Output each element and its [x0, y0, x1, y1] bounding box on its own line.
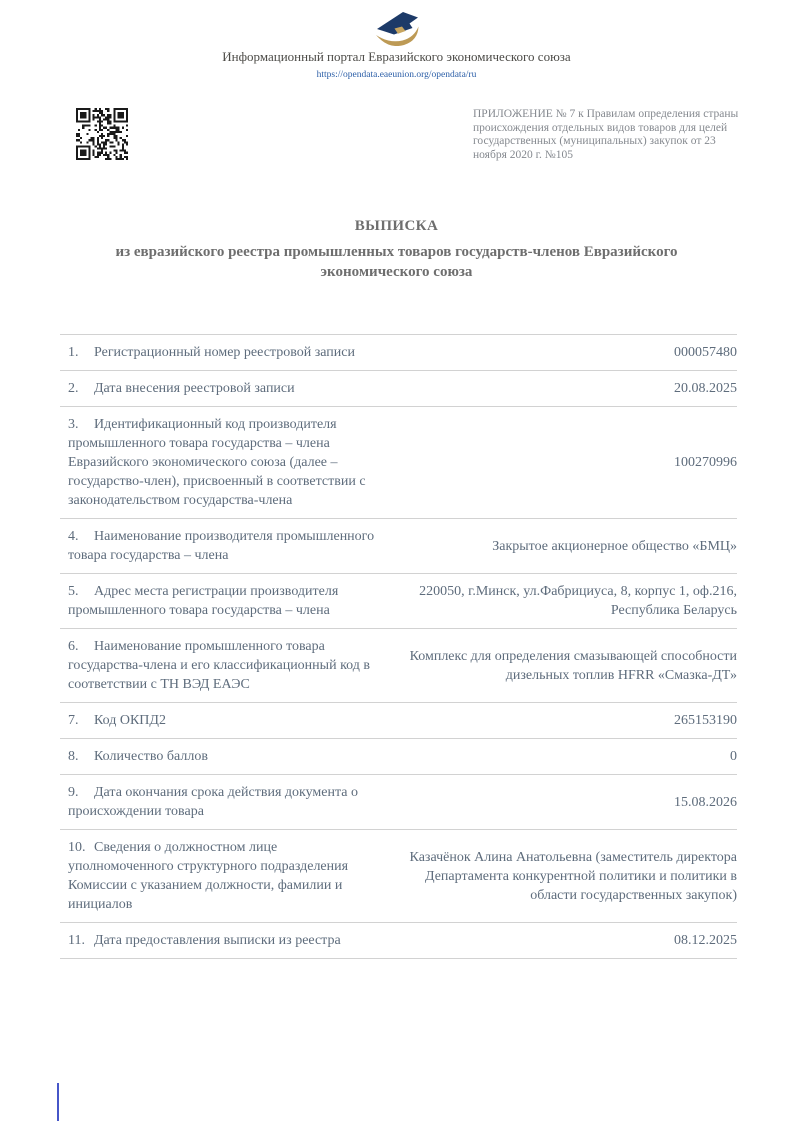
row-label-text: Дата предоставления выписки из реестра [94, 933, 341, 948]
row-label-text: Дата окончания срока действия документа о происхождении товара [68, 785, 358, 819]
row-label [68, 931, 386, 950]
row-label [68, 783, 386, 821]
row-value: 000057480 [674, 345, 737, 360]
row-number: 8. [68, 749, 79, 764]
row-value: Казачёнок Алина Анатольевна (заместитель директора Департамента конкурентной политики и политики в области государственных закупок) [409, 849, 737, 903]
page-header [0, 0, 793, 82]
registry-table [60, 334, 737, 959]
row-label [68, 637, 386, 694]
table-row [60, 629, 737, 703]
table-row [60, 923, 737, 959]
eaeu-logo-icon [0, 8, 793, 46]
appendix-note: ПРИЛОЖЕНИЕ № 7 к Правилам определения страны происхождения отдельных видов товаров для целей государственных (муниципальных) закупок от 23 ноября 2020 г. №105 [473, 108, 739, 161]
table-row [60, 519, 737, 574]
row-number: 3. [68, 417, 79, 432]
title-block [0, 218, 793, 282]
row-value: 15.08.2026 [674, 794, 737, 810]
meta-band [76, 108, 745, 162]
table-row [60, 407, 737, 519]
row-label-text: Наименование промышленного товара государства-члена и его классификационный код в соответствии с ТН ВЭД ЕАЭС [68, 639, 370, 692]
row-number: 9. [68, 785, 79, 800]
row-label [68, 415, 386, 510]
row-value: 0 [730, 749, 737, 764]
row-number: 10. [68, 840, 86, 855]
row-value: 265153190 [674, 713, 737, 728]
row-label [68, 527, 386, 565]
row-label [68, 711, 386, 730]
row-number: 1. [68, 345, 79, 360]
row-label-text: Количество баллов [94, 749, 208, 764]
row-value: 220050, г.Минск, ул.Фабрициуса, 8, корпус 1, оф.216, Республика Беларусь [419, 584, 737, 618]
qr-code-icon [76, 108, 128, 160]
row-value: Закрытое акционерное общество «БМЦ» [492, 538, 737, 554]
table-row [60, 739, 737, 775]
document-title: ВЫПИСКА [354, 218, 439, 234]
table-row [60, 371, 737, 407]
row-value: 08.12.2025 [674, 933, 737, 948]
row-number: 6. [68, 639, 79, 654]
row-number: 4. [68, 529, 79, 544]
row-label [68, 838, 386, 914]
row-number: 2. [68, 381, 79, 396]
portal-title: Информационный портал Евразийского экономического союза [222, 49, 571, 64]
row-value: 100270996 [674, 455, 737, 470]
row-label-text: Код ОКПД2 [94, 713, 166, 728]
row-label-text: Наименование производителя промышленного товара государства – члена [68, 529, 375, 563]
table-row [60, 703, 737, 739]
document-subtitle: из евразийского реестра промышленных товаров государств-членов Евразийского экономического союза [115, 244, 678, 280]
table-row [60, 334, 737, 371]
table-row [60, 830, 737, 923]
row-label-text: Адрес места регистрации производителя промышленного товара государства – члена [68, 584, 339, 618]
row-number: 5. [68, 584, 79, 599]
row-label-text: Идентификационный код производителя промышленного товара государства – члена Евразийского экономического союза (далее – государство-член), присвоенный в соответствии с законодательством государства-члена [68, 417, 366, 508]
row-label-text: Регистрационный номер реестровой записи [94, 345, 355, 360]
row-number: 7. [68, 713, 79, 728]
row-number: 11. [68, 933, 85, 948]
portal-link[interactable]: https://opendata.eaeunion.org/opendata/ru [316, 70, 477, 80]
row-label-text: Дата внесения реестровой записи [94, 381, 295, 396]
page-edge-marker [57, 1083, 59, 1121]
table-row [60, 775, 737, 830]
row-value: Комплекс для определения смазывающей способности дизельных топлив HFRR «Смазка-ДТ» [409, 648, 737, 683]
row-label [68, 582, 386, 620]
table-row [60, 574, 737, 629]
row-value: 20.08.2025 [674, 381, 737, 396]
row-label [68, 343, 386, 362]
row-label [68, 747, 386, 766]
row-label [68, 379, 386, 398]
row-label-text: Сведения о должностном лице уполномоченного структурного подразделения Комиссии с указанием должности, фамилии и инициалов [68, 840, 349, 912]
